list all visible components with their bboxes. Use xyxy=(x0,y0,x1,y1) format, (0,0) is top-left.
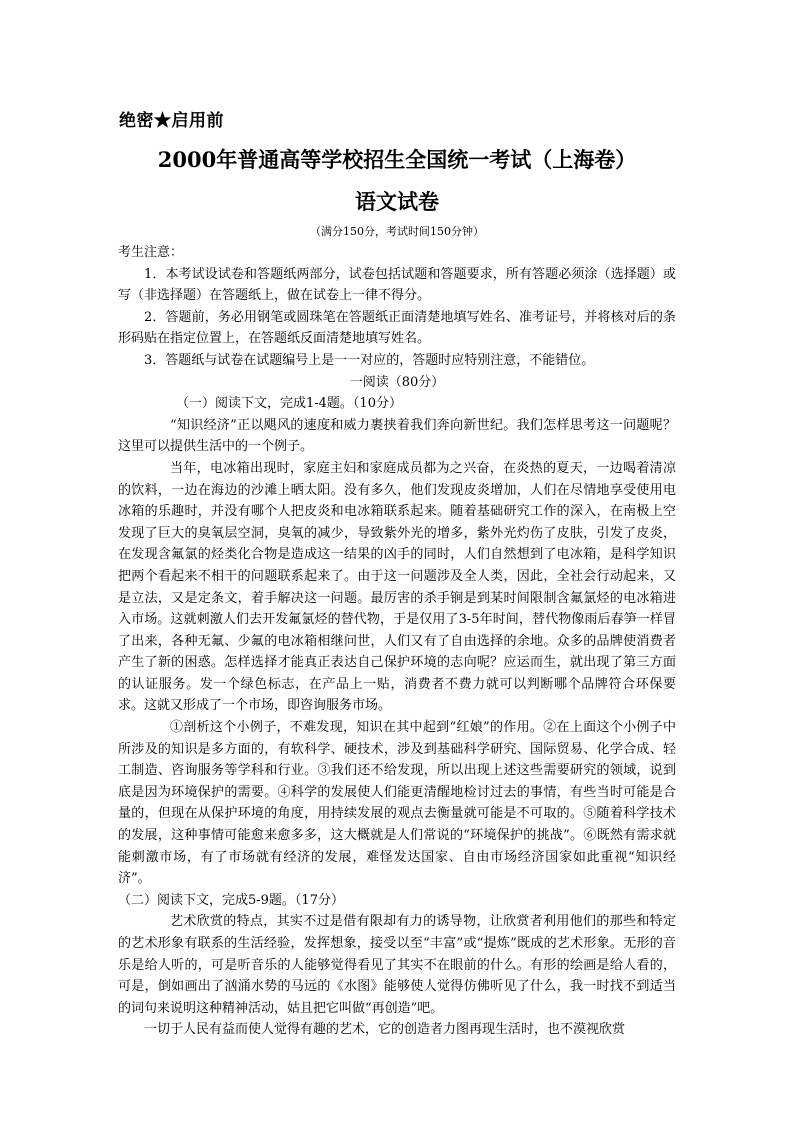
passage-paragraph: ①剖析这个小例子，不难发现，知识在其中起到“红娘”的作用。②在上面这个小例子中所涉及的知识是多方面的，有软科学、硬技术，涉及到基础科学研究、国际贸易、化学合成、轻工制造、咨询服务等学科和行业。③我们还不给发现，所以出现上述这些需要研究的领域，说到底是因为环境保护的需要。④科学的发展使人们能更清醒地检讨过去的事情，有些当时可能是合量的，但现在从保护环境的角度，用持续发展的观点去衡量就可能是不可取的。⑤随着科学技术的发展，这种事情可能愈来愈多多，这大概就是人们常说的“环境保护的挑战”。⑥既然有需求就能刺激市场，有了市场就有经济的发展，难怪发达国家、自由市场经济国家如此重视“知识经济”。 xyxy=(118,720,676,887)
part-1-heading: （一）阅读下文，完成1-4题。（10分） xyxy=(176,396,402,412)
confidential-label: 绝密★启用前 xyxy=(119,111,224,131)
notice-item-1: 1．本考试设试卷和答题纸两部分，试卷包括试题和答题要求，所有答题必须涂（选择题）或写（非选择题）在答题纸上，做在试卷上一律不得分。 xyxy=(118,266,676,304)
notice-item-3: 3．答题纸与试卷在试题编号上是一一对应的，答题时应特别注意，不能错位。 xyxy=(144,352,595,368)
passage-paragraph: “知识经济”正以飓风的速度和威力裹挟着我们奔向新世纪。我们怎样思考这一问题呢？这里可以提供生活中的一个例子。 xyxy=(118,417,676,455)
notice-heading: 考生注意： xyxy=(118,245,184,260)
exam-body xyxy=(118,242,676,1041)
notice-item-2: 2．答题前，务必用钢笔或圆珠笔在答题纸正面清楚地填写姓名、准考证号，并将核对后的条形码贴在指定位置上，在答题纸反面清楚地填写姓名。 xyxy=(118,309,676,347)
passage-paragraph: 一切于人民有益而使人觉得有趣的艺术，它的创造者力图再现生活时，也不漠视欣赏 xyxy=(144,1022,626,1038)
score-note: （满分150分，考试时间150分钟） xyxy=(310,225,484,238)
section-heading-reading: 一阅读（80分） xyxy=(349,374,445,390)
passage-paragraph: 当年，电冰箱出现时，家庭主妇和家庭成员都为之兴奋，在炎热的夏天，一边喝着清凉的饮料，一边在海边的沙滩上晒太阳。没有多久，他们发现皮炎增加，人们在尽情地享受使用电冰箱的乐趣时，并没有哪个人把皮炎和电冰箱联系起来。随着基础研究工作的深入，在南极上空发现了巨大的臭氧层空洞，臭氧的减少，导致紫外光的增多，紫外光灼伤了皮肤，引发了皮炎，在发现含氟氯的烃类化合物是造成这一结果的凶手的同时，人们自然想到了电冰箱，是科学知识把两个看起来不相干的问题联系起来了。由于这一问题涉及全人类，因此，全社会行动起来，又是立法，又是定条文，着手解决这一问题。最厉害的杀手锏是到某时间限制含氟氯烃的电冰箱进入市场。这就刺激人们去开发氟氯烃的替代物，于是仅用了3-5年时间，替代物像雨后春笋一样冒了出来，各种无氟、少氟的电冰箱相继问世，人们又有了自由选择的余地。众多的品牌使消费者产生了新的困惑。怎样选择才能真正表达自己保护环境的志向呢？应运而生，就出现了第三方面的认证服务。发一个绿色标志，在产品上一贴，消费者不费力就可以判断哪个品牌符合环保要求。这就又形成了一个市场，即咨询服务市场。 xyxy=(118,460,676,714)
page-title: 2000年普通高等学校招生全国统一考试（上海卷） xyxy=(157,147,637,172)
passage-paragraph: 艺术欣赏的特点，其实不过是借有限却有力的诱导物，让欣赏者利用他们的那些和特定的艺术形象有联系的生活经验，发挥想象，接受以至“丰富”或“提炼”既成的艺术形象。无形的音乐是给人听的，可是听音乐的人能够觉得看见了其实不在眼前的什么。有形的绘画是给人看的，可是，倒如画出了汹涌水势的马远的《水图》能够使人觉得仿佛听见了什么，我一时找不到适当的词句来说明这种精神活动，姑且把它叫做“再创造”吧。 xyxy=(118,914,676,1016)
page-subtitle: 语文试卷 xyxy=(355,189,439,214)
part-2-heading: （二）阅读下文，完成5-9题。（17分） xyxy=(118,892,344,908)
